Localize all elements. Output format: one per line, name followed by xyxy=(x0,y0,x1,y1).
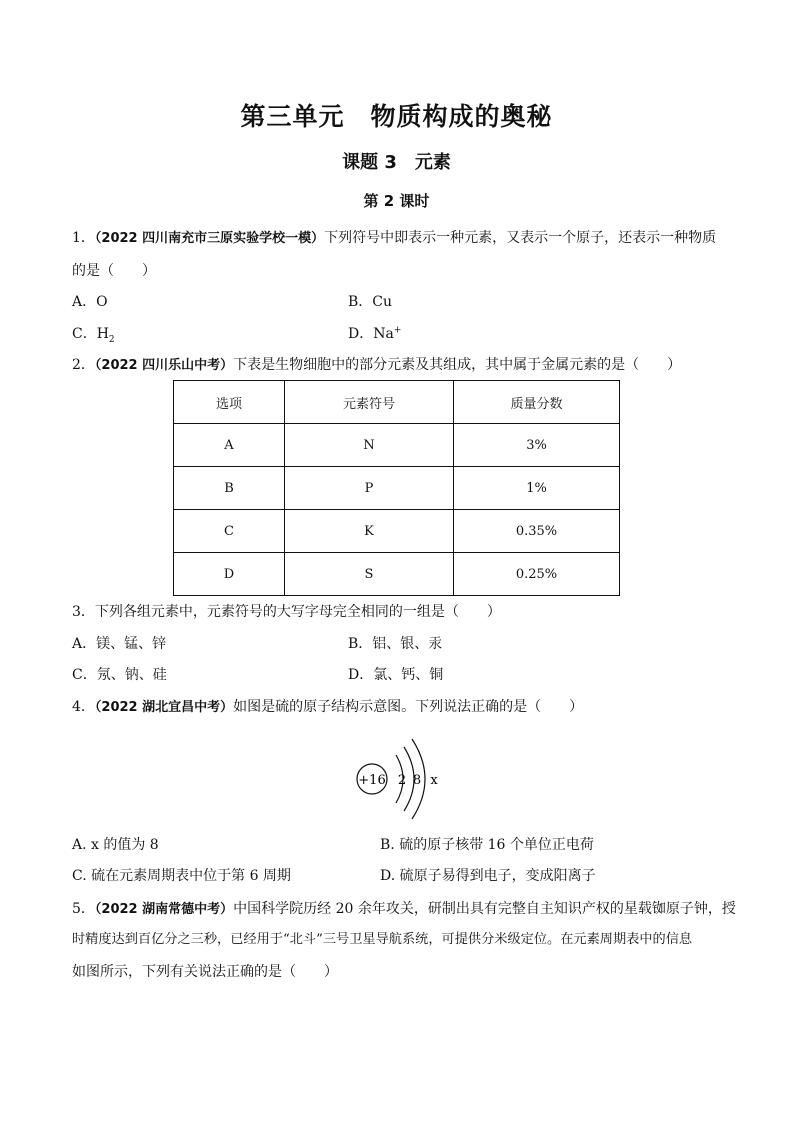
lesson-subtitle: 课题 3 元素 xyxy=(342,152,451,173)
q1-option-d[interactable] xyxy=(348,324,401,344)
question-3: 3．下列各组元素中，元素符号的大写字母完全相同的一组是（ ） xyxy=(72,604,501,620)
question-4-text: 如图是硫的原子结构示意图。下列说法正确的是（ ） xyxy=(233,699,584,715)
table-cell: A xyxy=(174,424,285,467)
question-4-number: 4． xyxy=(72,699,95,715)
table-cell: D xyxy=(174,553,285,596)
table-row xyxy=(174,424,620,467)
question-5-number: 5． xyxy=(72,901,95,917)
q3-option-b[interactable]: B．铝、银、汞 xyxy=(348,636,443,652)
question-1 xyxy=(72,228,732,249)
q3-option-d[interactable]: D．氯、钙、铜 xyxy=(348,667,444,683)
page-title: 第三单元 物质构成的奥秘 xyxy=(240,102,553,131)
nucleus-charge: +16 xyxy=(358,773,386,788)
table-cell: C xyxy=(174,510,285,553)
table-header-symbol: 元素符号 xyxy=(285,381,454,424)
q3-option-a[interactable]: A．镁、锰、锌 xyxy=(72,636,167,652)
question-1-source: （2022 四川南充市三原实验学校一模） xyxy=(94,231,325,246)
q3-option-c[interactable]: C．氖、钠、硅 xyxy=(72,667,167,683)
question-5-line-2: 时精度达到百亿分之三秒，已经用于“北斗”三号卫星导航系统，可提供分米级定位。在元素周期表中的信息 xyxy=(72,932,693,947)
question-1-continued: 的是（ ） xyxy=(72,263,156,279)
lesson-period: 第 2 课时 xyxy=(363,192,430,210)
table-cell: 3% xyxy=(454,424,620,467)
question-2-number: 2． xyxy=(72,357,95,373)
question-1-number: 1． xyxy=(72,230,95,246)
table-cell: 0.25% xyxy=(454,553,620,596)
q1-option-b[interactable]: B．Cu xyxy=(348,294,393,310)
table-cell: 0.35% xyxy=(454,510,620,553)
shell-2-electrons: 8 xyxy=(412,773,422,788)
table-cell: 1% xyxy=(454,467,620,510)
q1-option-d-superscript: + xyxy=(393,325,402,336)
q1-option-c-text: C．H xyxy=(72,326,109,342)
table-cell: B xyxy=(174,467,285,510)
question-5-line-3: 如图所示，下列有关说法正确的是（ ） xyxy=(72,964,338,980)
sulfur-atom-structure-diagram xyxy=(352,735,452,825)
q4-option-a[interactable]: A. x 的值为 8 xyxy=(72,837,159,853)
question-2 xyxy=(72,355,732,376)
question-4 xyxy=(72,697,732,718)
table-row xyxy=(174,467,620,510)
q1-option-c-subscript: 2 xyxy=(108,334,115,345)
question-5-text: 中国科学院历经 20 余年攻关，研制出具有完整自主知识产权的星载铷原子钟，授 xyxy=(233,901,736,917)
q4-option-b[interactable]: B. 硫的原子核带 16 个单位正电荷 xyxy=(380,837,594,853)
question-4-source: （2022 湖北宜昌中考） xyxy=(94,700,234,715)
q1-option-d-text: D．Na xyxy=(348,326,394,342)
question-2-source: （2022 四川乐山中考） xyxy=(94,358,234,373)
q1-option-a[interactable]: A．O xyxy=(72,294,108,310)
element-table xyxy=(173,380,620,596)
q1-option-c[interactable] xyxy=(72,324,115,344)
table-header-option: 选项 xyxy=(174,381,285,424)
table-header-row xyxy=(174,381,620,424)
table-cell: N xyxy=(285,424,454,467)
question-5-source: （2022 湖南常德中考） xyxy=(94,902,234,917)
q4-option-c[interactable]: C. 硫在元素周期表中位于第 6 周期 xyxy=(72,868,291,884)
table-cell: S xyxy=(285,553,454,596)
question-1-text: 下列符号中即表示一种元素，又表示一个原子，还表示一种物质 xyxy=(324,230,717,246)
table-header-mass-fraction: 质量分数 xyxy=(454,381,620,424)
table-row xyxy=(174,510,620,553)
question-5 xyxy=(72,899,736,920)
shell-1-electrons: 2 xyxy=(397,773,407,788)
table-row xyxy=(174,553,620,596)
table-cell: P xyxy=(285,467,454,510)
shell-3-electrons: x xyxy=(430,773,438,788)
question-2-text: 下表是生物细胞中的部分元素及其组成，其中属于金属元素的是（ ） xyxy=(233,357,682,373)
q4-option-d[interactable]: D. 硫原子易得到电子，变成阳离子 xyxy=(380,868,596,884)
table-cell: K xyxy=(285,510,454,553)
